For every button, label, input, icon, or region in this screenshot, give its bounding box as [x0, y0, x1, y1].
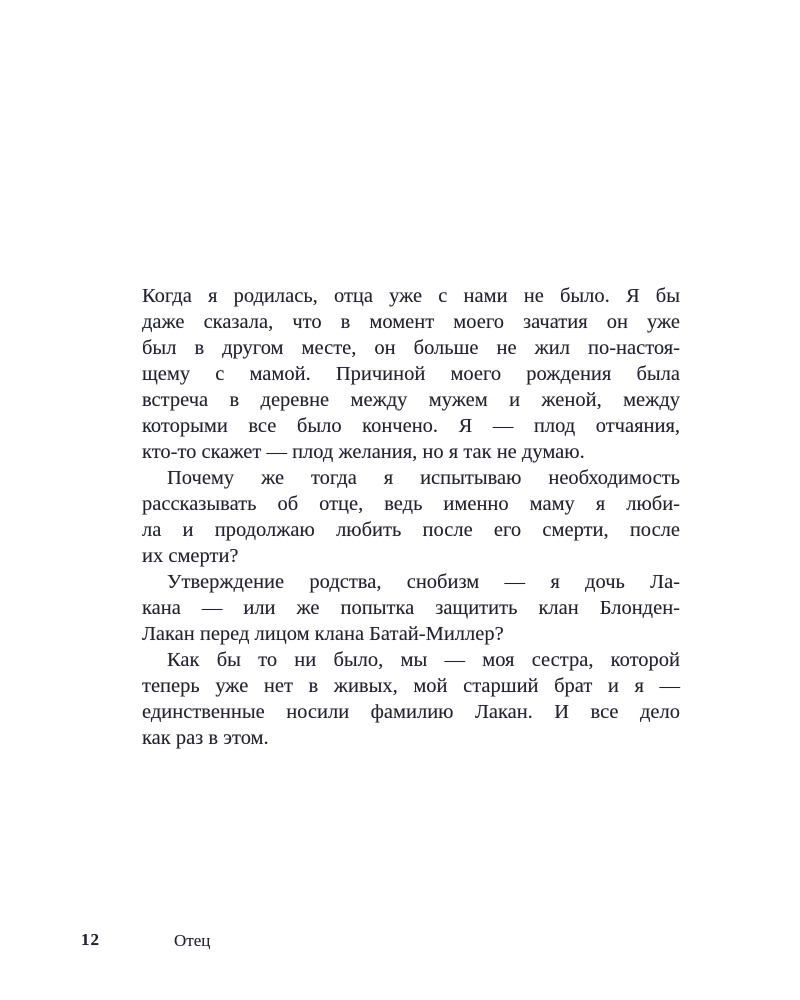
- text-line: их смерти?: [142, 545, 239, 567]
- text-line: даже сказала, что в момент моего зачатия он уже: [142, 311, 680, 333]
- text-line: Лакан перед лицом клана Батай-Миллер?: [142, 623, 504, 645]
- text-line: ла и продолжаю любить после его смерти, после: [142, 519, 680, 541]
- text-line: встреча в деревне между мужем и женой, между: [142, 389, 680, 411]
- text-line: кана — или же попытка защитить клан Блонден-: [142, 597, 680, 619]
- body-text: [142, 283, 680, 751]
- text-line: единственные носили фамилию Лакан. И все дело: [142, 701, 680, 723]
- text-line: теперь уже нет в живых, мой старший брат и я —: [142, 675, 680, 697]
- text-line: был в другом месте, он больше не жил по-настоя-: [142, 337, 680, 359]
- page-number: 12: [81, 930, 100, 949]
- paragraph: [142, 569, 680, 647]
- text-line: щему с мамой. Причиной моего рождения была: [142, 363, 680, 385]
- text-line: которыми все было кончено. Я — плод отчаяния,: [142, 415, 680, 437]
- paragraph: [142, 647, 680, 751]
- text-line: рассказывать об отце, ведь именно маму я люби-: [142, 493, 680, 515]
- running-title: Отец: [174, 931, 211, 950]
- text-line: как раз в этом.: [142, 727, 269, 749]
- text-line: кто-то скажет — плод желания, но я так не думаю.: [142, 441, 585, 463]
- text-line: Когда я родилась, отца уже с нами не было. Я бы: [142, 285, 680, 307]
- text-line: Почему же тогда я испытываю необходимость: [167, 467, 680, 489]
- text-line: Утверждение родства, снобизм — я дочь Ла-: [167, 571, 680, 593]
- text-line: Как бы то ни было, мы — моя сестра, которой: [167, 649, 680, 671]
- paragraph: [142, 283, 680, 465]
- paragraph: [142, 465, 680, 569]
